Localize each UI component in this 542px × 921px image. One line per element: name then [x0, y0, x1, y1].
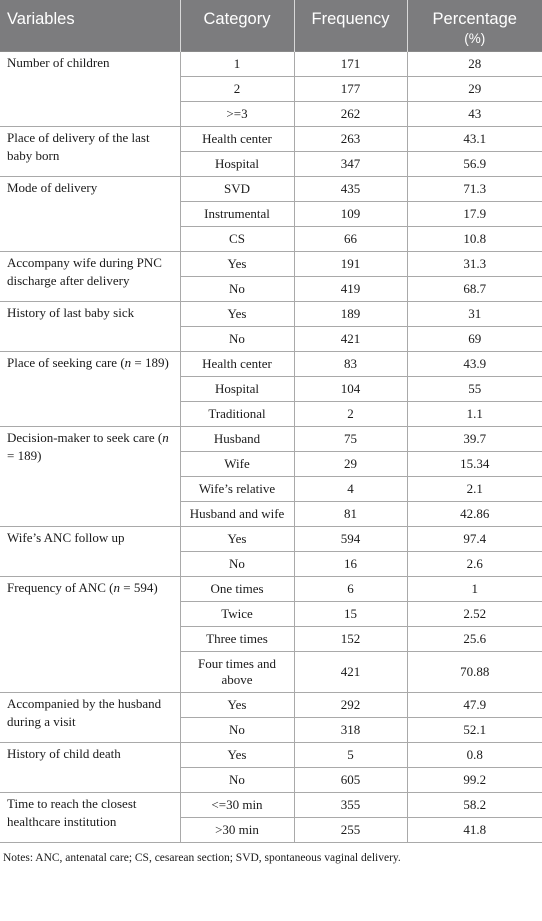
header-category: Category	[180, 0, 294, 51]
percentage-cell: 97.4	[407, 526, 542, 551]
category-cell: >30 min	[180, 817, 294, 842]
frequency-cell: 594	[294, 526, 407, 551]
category-cell: Yes	[180, 526, 294, 551]
percentage-cell: 55	[407, 376, 542, 401]
table-row	[0, 526, 542, 551]
variable-cell: Decision-maker to seek care (n = 189)	[0, 426, 180, 526]
category-cell: Health center	[180, 126, 294, 151]
frequency-cell: 292	[294, 692, 407, 717]
frequency-cell: 109	[294, 201, 407, 226]
category-cell: No	[180, 551, 294, 576]
category-cell: Instrumental	[180, 201, 294, 226]
percentage-cell: 69	[407, 326, 542, 351]
table-row	[0, 351, 542, 376]
table-row	[0, 792, 542, 817]
table-row	[0, 576, 542, 601]
table-row	[0, 176, 542, 201]
category-cell: Four times and above	[180, 651, 294, 692]
percentage-cell: 29	[407, 76, 542, 101]
table-row	[0, 251, 542, 276]
percentage-cell: 39.7	[407, 426, 542, 451]
header-frequency: Frequency	[294, 0, 407, 51]
percentage-cell: 2.1	[407, 476, 542, 501]
variable-cell: Accompanied by the husband during a visit	[0, 692, 180, 742]
frequency-cell: 189	[294, 301, 407, 326]
n-symbol: n	[162, 429, 169, 445]
frequency-cell: 263	[294, 126, 407, 151]
percentage-cell: 47.9	[407, 692, 542, 717]
category-cell: No	[180, 767, 294, 792]
variable-cell: Number of children	[0, 51, 180, 126]
percentage-cell: 99.2	[407, 767, 542, 792]
category-cell: No	[180, 717, 294, 742]
frequency-cell: 355	[294, 792, 407, 817]
frequency-cell: 347	[294, 151, 407, 176]
category-cell: No	[180, 276, 294, 301]
category-cell: Wife	[180, 451, 294, 476]
category-cell: Hospital	[180, 151, 294, 176]
frequency-cell: 6	[294, 576, 407, 601]
frequency-cell: 5	[294, 742, 407, 767]
category-cell: Husband	[180, 426, 294, 451]
table-row	[0, 742, 542, 767]
frequency-cell: 2	[294, 401, 407, 426]
frequency-cell: 16	[294, 551, 407, 576]
percentage-cell: 17.9	[407, 201, 542, 226]
category-cell: Wife’s relative	[180, 476, 294, 501]
percentage-cell: 2.52	[407, 601, 542, 626]
percentage-cell: 15.34	[407, 451, 542, 476]
percentage-cell: 31.3	[407, 251, 542, 276]
percentage-cell: 42.86	[407, 501, 542, 526]
category-cell: Twice	[180, 601, 294, 626]
category-cell: One times	[180, 576, 294, 601]
variable-cell: Accompany wife during PNC discharge after delivery	[0, 251, 180, 301]
n-symbol: n	[124, 354, 132, 370]
table-note: Notes: ANC, antenatal care; CS, cesarean section; SVD, spontaneous vaginal delivery.	[3, 851, 401, 864]
header-percentage-unit: (%)	[464, 31, 486, 46]
table-row	[0, 126, 542, 151]
variable-cell: Frequency of ANC (n = 594)	[0, 576, 180, 692]
header-percentage-label: Percentage	[432, 10, 517, 28]
percentage-cell: 70.88	[407, 651, 542, 692]
variable-cell: History of last baby sick	[0, 301, 180, 351]
frequency-cell: 435	[294, 176, 407, 201]
percentage-cell: 1	[407, 576, 542, 601]
header-variables: Variables	[0, 0, 180, 51]
percentage-cell: 1.1	[407, 401, 542, 426]
variable-cell: History of child death	[0, 742, 180, 792]
frequency-cell: 191	[294, 251, 407, 276]
category-cell: CS	[180, 226, 294, 251]
frequency-cell: 419	[294, 276, 407, 301]
frequency-cell: 152	[294, 626, 407, 651]
n-symbol: n	[113, 579, 121, 595]
category-cell: Yes	[180, 251, 294, 276]
frequency-cell: 66	[294, 226, 407, 251]
percentage-cell: 25.6	[407, 626, 542, 651]
table-row	[0, 692, 542, 717]
category-cell: Yes	[180, 742, 294, 767]
variable-cell: Place of delivery of the last baby born	[0, 126, 180, 176]
category-cell: Hospital	[180, 376, 294, 401]
frequency-cell: 15	[294, 601, 407, 626]
percentage-cell: 41.8	[407, 817, 542, 842]
table-row	[0, 51, 542, 76]
category-cell: 2	[180, 76, 294, 101]
frequency-cell: 318	[294, 717, 407, 742]
variable-cell: Mode of delivery	[0, 176, 180, 251]
percentage-cell: 58.2	[407, 792, 542, 817]
table-row	[0, 301, 542, 326]
category-cell: >=3	[180, 101, 294, 126]
frequency-cell: 83	[294, 351, 407, 376]
frequency-cell: 81	[294, 501, 407, 526]
frequency-cell: 4	[294, 476, 407, 501]
category-cell: Yes	[180, 692, 294, 717]
table-body	[0, 51, 542, 842]
frequency-cell: 262	[294, 101, 407, 126]
percentage-cell: 43.9	[407, 351, 542, 376]
frequency-cell: 255	[294, 817, 407, 842]
table-header	[0, 0, 542, 51]
frequency-cell: 29	[294, 451, 407, 476]
frequency-cell: 605	[294, 767, 407, 792]
header-percentage	[407, 0, 542, 51]
percentage-cell: 43	[407, 101, 542, 126]
frequency-cell: 104	[294, 376, 407, 401]
frequency-cell: 421	[294, 326, 407, 351]
category-cell: SVD	[180, 176, 294, 201]
category-cell: Three times	[180, 626, 294, 651]
category-cell: Yes	[180, 301, 294, 326]
variable-cell: Place of seeking care (n = 189)	[0, 351, 180, 426]
frequency-cell: 177	[294, 76, 407, 101]
frequency-cell: 75	[294, 426, 407, 451]
variable-cell: Wife’s ANC follow up	[0, 526, 180, 576]
percentage-cell: 68.7	[407, 276, 542, 301]
percentage-cell: 28	[407, 51, 542, 76]
percentage-cell: 71.3	[407, 176, 542, 201]
frequency-cell: 421	[294, 651, 407, 692]
percentage-cell: 43.1	[407, 126, 542, 151]
category-cell: Traditional	[180, 401, 294, 426]
percentage-cell: 0.8	[407, 742, 542, 767]
frequency-cell: 171	[294, 51, 407, 76]
percentage-cell: 2.6	[407, 551, 542, 576]
category-cell: No	[180, 326, 294, 351]
category-cell: 1	[180, 51, 294, 76]
percentage-cell: 56.9	[407, 151, 542, 176]
table-row	[0, 426, 542, 451]
percentage-cell: 10.8	[407, 226, 542, 251]
category-cell: Health center	[180, 351, 294, 376]
percentage-cell: 52.1	[407, 717, 542, 742]
variable-cell: Time to reach the closest healthcare institution	[0, 792, 180, 842]
percentage-cell: 31	[407, 301, 542, 326]
category-cell: <=30 min	[180, 792, 294, 817]
category-cell: Husband and wife	[180, 501, 294, 526]
